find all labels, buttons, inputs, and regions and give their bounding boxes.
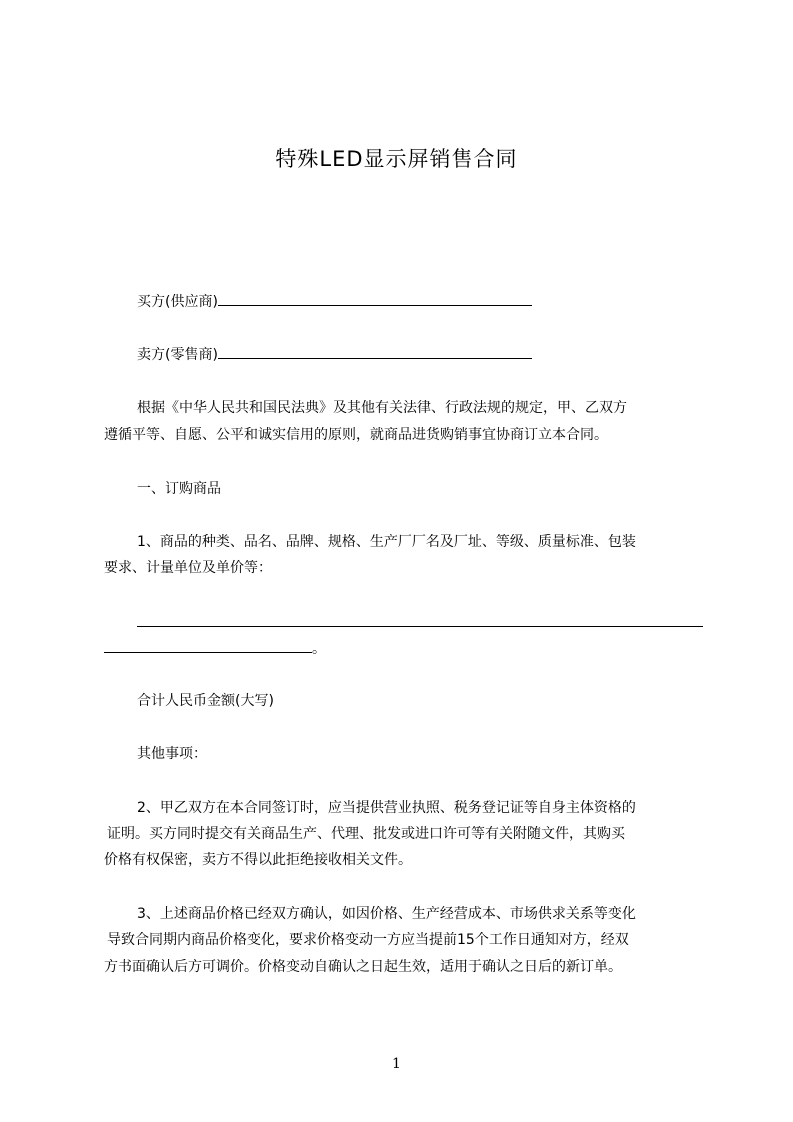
item2-line-3: 价格有权保密，卖方不得以此拒绝接收相关文件。 (104, 852, 412, 868)
seller-blank (218, 346, 532, 359)
item1-line-2: 要求、计量单位及单价等： (104, 560, 272, 576)
goods-blank-line-2 (104, 640, 326, 657)
intro-line-1: 根据《中华人民共和国民法典》及其他有关法律、行政法规的规定，甲、乙双方 (137, 400, 627, 416)
seller-label: 卖方(零售商) (137, 347, 218, 363)
other-matters-label: 其他事项： (137, 746, 207, 762)
buyer-label: 买方(供应商) (137, 294, 218, 310)
item3-line-3: 方书面确认后方可调价。价格变动自确认之日起生效，适用于确认之日后的新订单。 (104, 959, 622, 975)
item3-line-2: 导致合同期内商品价格变化，要求价格变动一方应当提前15个工作日通知对方，经双 (107, 932, 629, 948)
goods-blank-line-1 (137, 614, 703, 630)
item2-line-2: 证明。买方同时提交有关商品生产、代理、批发或进口许可等有关附随文件，其购买 (107, 826, 625, 842)
item2-line-1: 2、甲乙双方在本合同签订时，应当提供营业执照、税务登记证等自身主体资格的 (137, 800, 636, 816)
section1-heading: 一、订购商品 (137, 481, 221, 497)
buyer-line (137, 293, 532, 310)
item1-line-1: 1、商品的种类、品名、品牌、规格、生产厂厂名及厂址、等级、质量标准、包装 (137, 534, 636, 550)
goods-blank-1 (137, 614, 703, 627)
page-number: 1 (392, 1056, 401, 1072)
document-title: 特殊LED显示屏销售合同 (275, 147, 518, 171)
buyer-blank (218, 293, 532, 306)
seller-line (137, 346, 532, 363)
intro-line-2: 遵循平等、自愿、公平和诚实信用的原则，就商品进货购销事宜协商订立本合同。 (104, 427, 608, 443)
item3-line-1: 3、上述商品价格已经双方确认，如因价格、生产经营成本、市场供求关系等变化 (137, 906, 636, 922)
goods-blank-2 (104, 640, 312, 653)
total-amount-label: 合计人民币金额(大写) (137, 693, 274, 709)
blank-end-mark: 。 (312, 641, 326, 657)
